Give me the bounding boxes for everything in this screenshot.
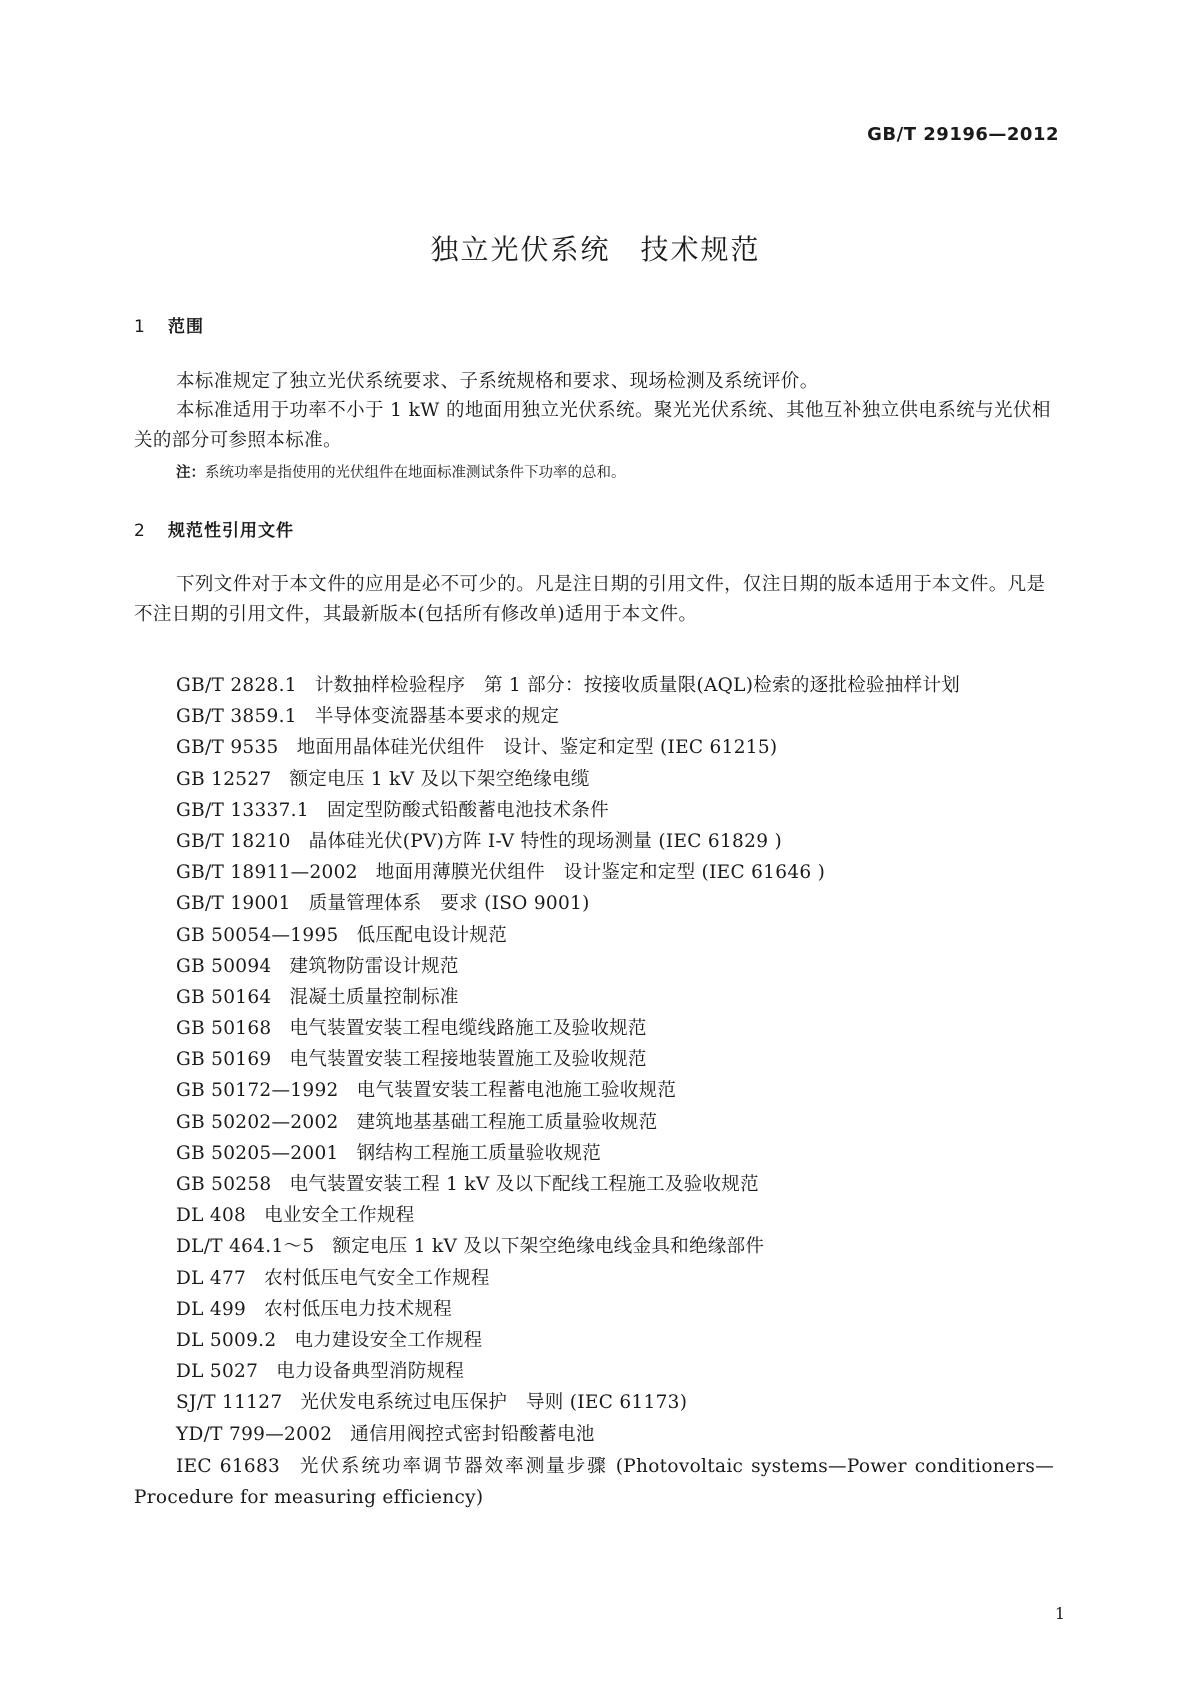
- reference-title: 电气装置安装工程电缆线路施工及验收规范: [289, 1018, 647, 1040]
- reference-item: [176, 982, 1056, 1013]
- reference-code: GB 12527: [176, 768, 272, 790]
- reference-item: [176, 1325, 1056, 1356]
- reference-item: [176, 701, 1056, 732]
- reference-item: [176, 1356, 1056, 1387]
- reference-code: GB/T 3859.1: [176, 706, 297, 728]
- section-1-note: [176, 461, 626, 482]
- section-2-number: 2: [134, 521, 146, 541]
- reference-code: GB 50094: [176, 955, 272, 977]
- reference-item: [176, 1263, 1056, 1294]
- reference-item: [176, 951, 1056, 982]
- reference-item: [176, 670, 1056, 701]
- reference-title: 质量管理体系 要求 (ISO 9001): [308, 893, 590, 915]
- document-title: [0, 228, 1191, 268]
- section-1-number: 1: [134, 317, 146, 337]
- reference-code: GB 50169: [176, 1049, 272, 1071]
- reference-code: DL 5027: [176, 1361, 259, 1383]
- reference-title: 农村低压电气安全工作规程: [264, 1267, 490, 1289]
- reference-item: [176, 1075, 1056, 1106]
- reference-item: [176, 920, 1056, 951]
- reference-item: [176, 826, 1056, 857]
- reference-item: [176, 1387, 1056, 1418]
- reference-item: [176, 1044, 1056, 1075]
- note-label: 注：: [176, 465, 205, 481]
- title-part-1: 独立光伏系统: [430, 233, 611, 266]
- reference-item: [176, 764, 1056, 795]
- section-2-intro: 下列文件对于本文件的应用是必不可少的。凡是注日期的引用文件，仅注日期的版本适用于本文件。凡是不注日期的引用文件，其最新版本(包括所有修改单)适用于本文件。: [134, 574, 1046, 625]
- reference-code: DL 5009.2: [176, 1329, 277, 1351]
- reference-item: [176, 888, 1056, 919]
- reference-item: [176, 1013, 1056, 1044]
- reference-title: 电气装置安装工程蓄电池施工验收规范: [356, 1080, 677, 1102]
- reference-title: 建筑地基基础工程施工质量验收规范: [356, 1111, 658, 1133]
- reference-code: GB 50054—1995: [176, 924, 339, 946]
- reference-code: GB 50202—2002: [176, 1111, 339, 1133]
- reference-code: GB/T 9535: [176, 737, 279, 759]
- reference-title: 地面用晶体硅光伏组件 设计、鉴定和定型 (IEC 61215): [296, 737, 778, 759]
- reference-code: GB/T 13337.1: [176, 799, 309, 821]
- reference-title: 额定电压 1 kV 及以下架空绝缘电线金具和绝缘部件: [332, 1236, 765, 1258]
- reference-item: [176, 1138, 1056, 1169]
- reference-item: [176, 1231, 1056, 1262]
- reference-title: 电气装置安装工程接地装置施工及验收规范: [289, 1049, 647, 1071]
- reference-code: GB 50172—1992: [176, 1080, 339, 1102]
- reference-item: [176, 795, 1056, 826]
- reference-title: 电力建设安全工作规程: [294, 1329, 483, 1351]
- reference-code: DL 477: [176, 1267, 247, 1289]
- reference-item: [176, 857, 1056, 888]
- reference-code: GB 50168: [176, 1018, 272, 1040]
- reference-title: 额定电压 1 kV 及以下架空绝缘电缆: [289, 768, 590, 790]
- reference-code: YD/T 799—2002: [176, 1423, 333, 1445]
- reference-code: DL 499: [176, 1298, 247, 1320]
- section-2-heading: [134, 516, 294, 541]
- reference-item: [176, 1200, 1056, 1231]
- reference-code: GB 50164: [176, 986, 272, 1008]
- reference-title: 计数抽样检验程序 第 1 部分：按接收质量限(AQL)检索的逐批检验抽样计划: [314, 675, 961, 696]
- reference-code: GB/T 2828.1: [176, 675, 297, 696]
- reference-code: IEC 61683: [176, 1456, 281, 1477]
- reference-title: 光伏系统功率调节器效率测量步骤 (Photovoltaic systems—Power conditioners—: [298, 1456, 1054, 1477]
- reference-list: [176, 670, 1056, 1450]
- reference-item: [176, 1294, 1056, 1325]
- standard-number: GB/T 29196—2012: [867, 124, 1059, 145]
- reference-code: GB 50258: [176, 1174, 272, 1195]
- reference-code: GB/T 18210: [176, 830, 291, 852]
- section-1-heading: [134, 312, 204, 337]
- note-text: 系统功率是指使用的光伏组件在地面标准测试条件下功率的总和。: [205, 465, 626, 481]
- reference-title: 电气装置安装工程 1 kV 及以下配线工程施工及验收规范: [289, 1174, 759, 1195]
- reference-title: 电力设备典型消防规程: [276, 1361, 465, 1383]
- reference-code: GB 50205—2001: [176, 1142, 339, 1164]
- section-1-paragraph-1: 本标准规定了独立光伏系统要求、子系统规格和要求、现场检测及系统评价。: [176, 371, 819, 392]
- reference-title: 混凝土质量控制标准: [289, 986, 459, 1008]
- reference-title: 固定型防酸式铅酸蓄电池技术条件: [326, 799, 609, 821]
- section-2-title: 规范性引用文件: [168, 521, 294, 541]
- reference-title: 电业安全工作规程: [264, 1205, 415, 1227]
- reference-title: 通信用阀控式密封铅酸蓄电池: [350, 1423, 595, 1445]
- reference-code: GB/T 19001: [176, 893, 291, 915]
- reference-title: 地面用薄膜光伏组件 设计鉴定和定型 (IEC 61646 ): [375, 862, 826, 884]
- reference-item: [176, 1169, 1056, 1200]
- reference-last-line-2: Procedure for measuring efficiency): [134, 1487, 484, 1508]
- reference-item-last: [134, 1451, 1054, 1513]
- reference-code: SJ/T 11127: [176, 1392, 283, 1414]
- reference-item: [176, 1419, 1056, 1450]
- page-number: 1: [1054, 1604, 1065, 1623]
- reference-title: 光伏发电系统过电压保护 导则 (IEC 61173): [300, 1392, 688, 1414]
- section-1-title: 范围: [168, 317, 204, 337]
- reference-item: [176, 732, 1056, 763]
- section-1-paragraph-2: 本标准适用于功率不小于 1 kW 的地面用独立光伏系统。聚光光伏系统、其他互补独立供电系统与光伏相关的部分可参照本标准。: [134, 400, 1051, 451]
- reference-last-line-1: [134, 1451, 1054, 1482]
- reference-code: DL 408: [176, 1205, 247, 1227]
- reference-title: 半导体变流器基本要求的规定: [314, 706, 560, 728]
- reference-title: 建筑物防雷设计规范: [289, 955, 459, 977]
- reference-title: 低压配电设计规范: [356, 924, 507, 946]
- reference-code: DL/T 464.1～5: [176, 1236, 315, 1258]
- reference-code: GB/T 18911—2002: [176, 862, 358, 884]
- reference-title: 晶体硅光伏(PV)方阵 I-V 特性的现场测量 (IEC 61829 ): [308, 830, 782, 852]
- title-part-2: 技术规范: [640, 233, 761, 266]
- reference-title: 农村低压电力技术规程: [264, 1298, 453, 1320]
- reference-title: 钢结构工程施工质量验收规范: [356, 1142, 601, 1164]
- reference-item: [176, 1107, 1056, 1138]
